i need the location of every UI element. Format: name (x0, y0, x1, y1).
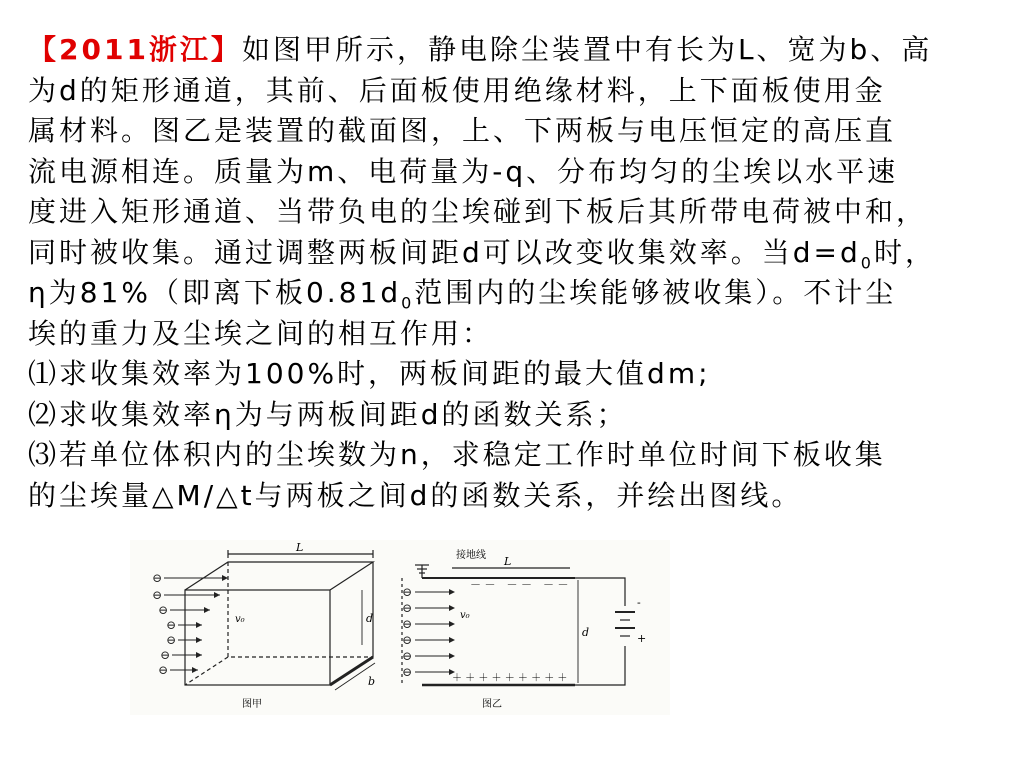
fig-b-label-L: L (504, 555, 512, 568)
fig-b-bottom-charges: ＋ ＋ ＋ ＋ ＋ ＋ ＋ ＋ ＋ (452, 673, 568, 684)
fig-a-label-L: L (296, 541, 304, 554)
fig-b-label-d: d (582, 626, 590, 639)
svg-text:⊖: ⊖ (402, 633, 413, 647)
svg-text:⊖: ⊖ (402, 665, 413, 679)
fig-b-particles (402, 585, 412, 679)
svg-text:⊖: ⊖ (402, 601, 413, 615)
fig-a-front-face (185, 590, 330, 685)
svg-text:⊖: ⊖ (158, 603, 169, 617)
problem-line-8: 埃的重力及尘埃之间的相互作用： (28, 316, 494, 350)
svg-text:⊖: ⊖ (402, 617, 413, 631)
svg-text:⊖: ⊖ (152, 571, 163, 585)
problem-line-3: 属材料。图乙是装置的截面图，上、下两板与电压恒定的高压直 (28, 114, 897, 147)
question-3-part-b: 的尘埃量△M/△t与两板之间d的函数关系，并绘出图线。 (28, 478, 803, 512)
apparatus-figure (130, 540, 670, 715)
svg-text:⊖: ⊖ (402, 649, 413, 663)
fig-b-supply-minus: - (637, 596, 641, 609)
svg-text:⊖: ⊖ (166, 633, 177, 647)
fig-a-label-b: b (368, 675, 376, 688)
svg-text:⊖: ⊖ (152, 588, 163, 602)
problem-line-7: η为81%（即离下板$0.81d_0$范围内的尘埃能够被收集）。不计尘 (28, 276, 897, 313)
fig-b-label-v0: v₀ (460, 610, 470, 621)
svg-text:⊖: ⊖ (402, 585, 413, 599)
fig-a-caption: 图甲 (242, 699, 262, 710)
fig-a-particles (152, 571, 176, 677)
fig-a-label-v0: v₀ (235, 614, 245, 625)
svg-text:⊖: ⊖ (166, 618, 177, 632)
problem-text (28, 30, 998, 516)
fig-a-label-d: d (366, 612, 374, 625)
question-2: ⑵求收集效率η为与两板间距d的函数关系； (28, 397, 628, 431)
fig-a-diagram (164, 550, 375, 690)
fig-a-top-face (185, 562, 373, 590)
problem-line-2: 为d的矩形通道，其前、后面板使用绝缘材料，上下面板使用金 (28, 73, 886, 107)
fig-b-caption: 图乙 (482, 699, 502, 710)
fig-b-ground-label: 接地线 (456, 550, 486, 561)
problem-line-6: 同时被收集。通过调整两板间距d可以改变收集效率。当$d=d_0$时， (28, 235, 936, 273)
problem-line-1: 【2011浙江】如图甲所示，静电除尘装置中有长为L、宽为b、高 (28, 33, 933, 66)
svg-text:⊖: ⊖ (160, 648, 171, 662)
problem-line-4: 流电源相连。质量为m、电荷量为-q、分布均匀的尘埃以水平速 (28, 154, 899, 188)
source-tag: 【2011浙江】 (28, 33, 242, 66)
apparatus-diagram (130, 540, 670, 715)
fig-b-top-charges: － － － － － － (470, 578, 569, 591)
question-3-part-a: ⑶若单位体积内的尘埃数为n，求稳定工作时单位时间下板收集 (28, 438, 886, 471)
problem-line-5: 度进入矩形通道、当带负电的尘埃碰到下板后其所带电荷被中和， (28, 195, 928, 228)
fig-b-supply-plus: + (637, 632, 647, 645)
svg-text:⊖: ⊖ (158, 663, 169, 677)
question-1: ⑴求收集效率为100%时，两板间距的最大值dm; (28, 357, 711, 390)
